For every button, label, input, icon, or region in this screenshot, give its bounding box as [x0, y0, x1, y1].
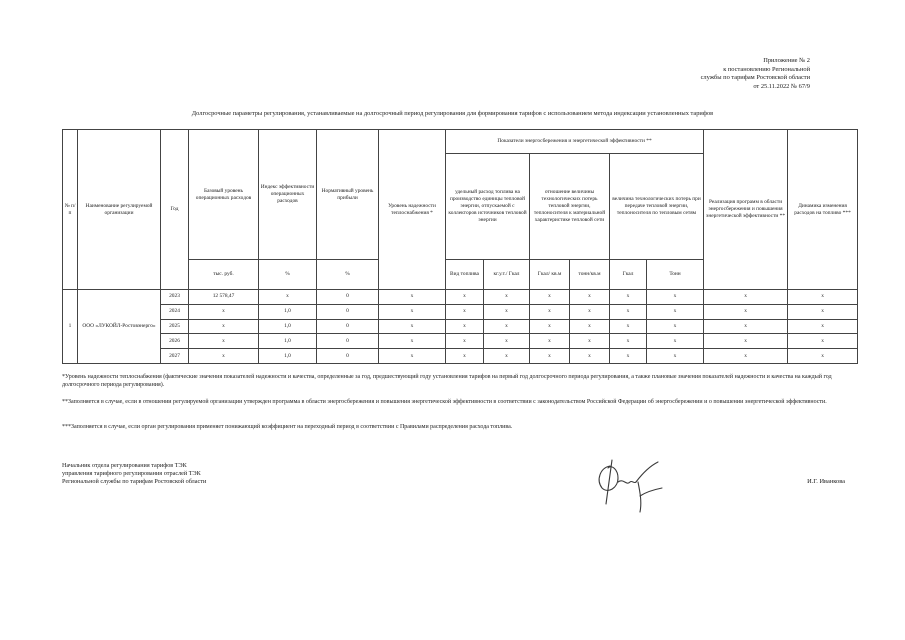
appendix-line: Приложение № 2	[763, 57, 810, 64]
parameters-table	[62, 129, 858, 364]
cell-loss-ton: х	[647, 290, 704, 305]
header-energy-group: Показатели энергосбережения и энергетической эффективности **	[446, 130, 704, 154]
appendix-line: от 25.11.2022 № 67/9	[753, 82, 810, 90]
unit-fuel-type: Вид топлива	[446, 260, 484, 290]
footnote-energy-saving: **Заполняется в случае, если в отношении регулируемой организации утвержден программа в области энергосбережения и повышения энергетической эффективности в соответствии с законодательством Российской Федерации об энергосбережении и о повышении энергетической эффективности.	[62, 399, 827, 405]
cell-ratio-ton: х	[570, 304, 610, 319]
appendix-line: службы по тарифам Ростовской области	[700, 74, 810, 82]
cell-fuel: х	[484, 319, 530, 334]
cell-ratio-ton: х	[570, 290, 610, 305]
table-row	[63, 290, 858, 305]
cell-base: х	[189, 349, 259, 364]
cell-loss-gcal: х	[610, 334, 647, 349]
cell-index: 1,0	[259, 319, 317, 334]
cell-reliability: х	[379, 290, 446, 305]
cell-ratio-ton: х	[570, 319, 610, 334]
cell-loss-ton: х	[647, 334, 704, 349]
cell-programs: х	[704, 319, 788, 334]
cell-loss-gcal: х	[610, 349, 647, 364]
cell-reliability: х	[379, 334, 446, 349]
unit-index: %	[259, 260, 317, 290]
cell-fuel: х	[484, 304, 530, 319]
cell-loss-ton: х	[647, 319, 704, 334]
cell-ratio-ton: х	[570, 334, 610, 349]
table-row	[63, 334, 858, 349]
cell-dynamics: х	[788, 304, 858, 319]
unit-profit: %	[317, 260, 379, 290]
header-index: Индекс эффективности операционных расходов	[259, 130, 317, 260]
cell-year: 2024	[161, 304, 189, 319]
header-row-1	[63, 130, 858, 154]
cell-programs: х	[704, 349, 788, 364]
appendix-line: к постановлению Региональной	[723, 65, 810, 73]
cell-ratio-gcal: х	[530, 304, 570, 319]
cell-reliability: х	[379, 319, 446, 334]
cell-ratio-gcal: х	[530, 290, 570, 305]
cell-year: 2027	[161, 349, 189, 364]
org-number: 1	[63, 290, 78, 364]
unit-ratio-gcal: Гкал/ кв.м	[530, 260, 570, 290]
cell-base: х	[189, 304, 259, 319]
cell-loss-ton: х	[647, 304, 704, 319]
header-losses-ratio: отношение величины технологических потерь тепловой энергии, теплоносителя к материальной характеристике тепловой сети	[530, 154, 610, 260]
unit-ratio-ton: тонн/кв.м	[570, 260, 610, 290]
cell-ratio-gcal: х	[530, 349, 570, 364]
cell-ratio-gcal: х	[530, 319, 570, 334]
cell-fuel-type: х	[446, 290, 484, 305]
cell-fuel-type: х	[446, 304, 484, 319]
header-num: № п/п	[63, 130, 78, 290]
cell-programs: х	[704, 334, 788, 349]
cell-dynamics: х	[788, 334, 858, 349]
unit-base: тыс. руб.	[189, 260, 259, 290]
cell-fuel: х	[484, 334, 530, 349]
signer-name: И.Г. Иванкова	[807, 478, 845, 485]
unit-loss-gcal: Гкал	[610, 260, 647, 290]
header-fuel: удельный расход топлива на производство единицы тепловой энергии, отпускаемой с коллекторов источников тепловой энергии	[446, 154, 530, 260]
footnote-fuel-dynamics: ***Заполняется в случае, если орган регулирования применяет понижающий коэффициент на переходный период в соответствии с Правилами распределения расхода топлива.	[62, 424, 513, 430]
cell-loss-gcal: х	[610, 304, 647, 319]
appendix-header	[701, 57, 810, 91]
cell-profit: 0	[317, 319, 379, 334]
cell-loss-ton: х	[647, 349, 704, 364]
cell-year: 2025	[161, 319, 189, 334]
cell-ratio-ton: х	[570, 349, 610, 364]
cell-dynamics: х	[788, 290, 858, 305]
document-title: Долгосрочные параметры регулирования, устанавливаемые на долгосрочный период регулирования для формирования тарифов с использованием метода индексации установленных тарифов	[191, 110, 714, 117]
header-year: Год	[161, 130, 189, 290]
org-name: ООО «ЛУКОЙЛ-Ростовэнерго»	[78, 290, 161, 364]
cell-profit: 0	[317, 334, 379, 349]
cell-loss-gcal: х	[610, 290, 647, 305]
cell-year: 2023	[161, 290, 189, 305]
cell-base: х	[189, 334, 259, 349]
cell-reliability: х	[379, 349, 446, 364]
footnote-reliability: *Уровень надежности теплоснабжения (фактические значения показателей надежности и качества, определенные за год, предшествующий году установления тарифов на первый год долгосрочного периода регулирования, а также плановые значения показателей надежности и качества на каждый год долгосрочного периода регулирования).	[62, 374, 832, 388]
cell-profit: 0	[317, 290, 379, 305]
header-programs: Реализация программ в области энергосбережения и повышения энергетической эффективности **	[704, 130, 788, 290]
cell-index: 1,0	[259, 334, 317, 349]
cell-index: 1,0	[259, 304, 317, 319]
header-profit: Нормативный уровень прибыли	[317, 130, 379, 260]
cell-index: х	[259, 290, 317, 305]
cell-fuel-type: х	[446, 334, 484, 349]
header-losses-value: величина технологических потерь при передаче тепловой энергии, теплоносителя по тепловым сетям	[610, 154, 704, 260]
cell-fuel: х	[484, 290, 530, 305]
header-org: Наименование регулируемой организации	[78, 130, 161, 290]
cell-base: 12 578,47	[189, 290, 259, 305]
table-row	[63, 319, 858, 334]
cell-programs: х	[704, 304, 788, 319]
unit-fuel: кг.у.т./ Гкал	[484, 260, 530, 290]
handwritten-signature	[588, 452, 668, 516]
cell-profit: 0	[317, 349, 379, 364]
signer-line: управления тарифного регулирования отраслей ТЭК	[62, 470, 201, 478]
signer-position	[62, 462, 206, 487]
cell-profit: 0	[317, 304, 379, 319]
signer-line: Региональной службы по тарифам Ростовской области	[62, 478, 207, 486]
cell-loss-gcal: х	[610, 319, 647, 334]
cell-dynamics: х	[788, 349, 858, 364]
header-reliability: Уровень надежности теплоснабжения *	[379, 130, 446, 290]
cell-programs: х	[704, 290, 788, 305]
cell-ratio-gcal: х	[530, 334, 570, 349]
cell-index: 1,0	[259, 349, 317, 364]
unit-loss-ton: Тонн	[647, 260, 704, 290]
header-dynamics: Динамика изменения расходов на топливо ***	[788, 130, 858, 290]
table-row	[63, 349, 858, 364]
cell-dynamics: х	[788, 319, 858, 334]
header-base: Базовый уровень операционных расходов	[189, 130, 259, 260]
cell-fuel-type: х	[446, 319, 484, 334]
cell-fuel: х	[484, 349, 530, 364]
cell-base: х	[189, 319, 259, 334]
table-row	[63, 304, 858, 319]
signer-line: Начальник отдела регулирования тарифов ТЭК	[62, 462, 187, 469]
cell-year: 2026	[161, 334, 189, 349]
cell-reliability: х	[379, 304, 446, 319]
cell-fuel-type: х	[446, 349, 484, 364]
